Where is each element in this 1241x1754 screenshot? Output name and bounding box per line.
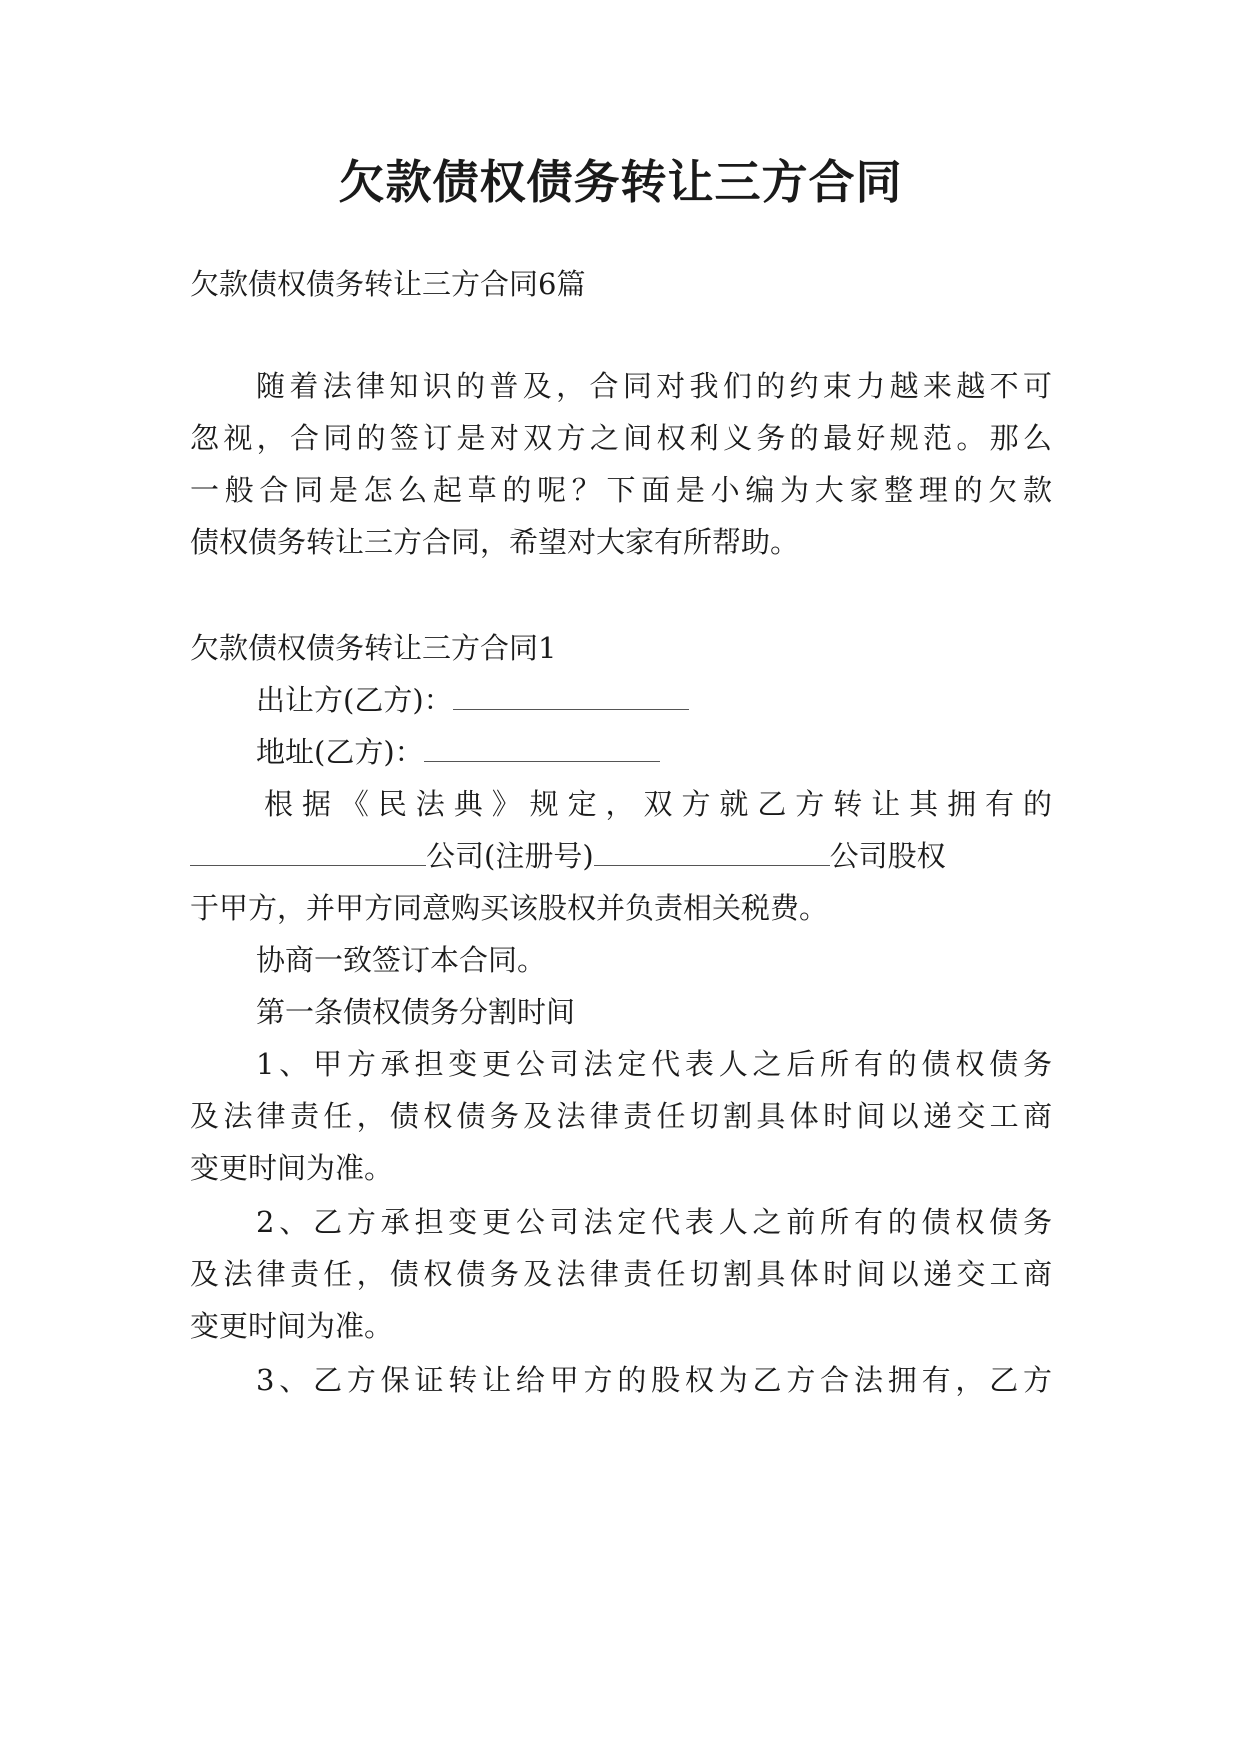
intro-line-3: 一般合同是怎么起草的呢？下面是小编为大家整理的欠款 — [190, 473, 1052, 507]
transferor-blank — [453, 683, 689, 710]
clause-1-line-2: 及法律责任，债权债务及法律责任切割具体时间以递交工商 — [190, 1099, 1052, 1133]
document-title: 欠款债权债务转让三方合同 — [338, 155, 903, 209]
address-row — [190, 732, 1052, 772]
intro-line-2: 忽视，合同的签订是对双方之间权利义务的最好规范。那么 — [190, 421, 1052, 455]
company-blank — [190, 839, 426, 866]
basis-line-2 — [190, 836, 1052, 876]
basis-line-3: 于甲方，并甲方同意购买该股权并负责相关税费。 — [190, 891, 829, 925]
transferor-label: 出让方(乙方)： — [256, 683, 453, 717]
clause-3-line-1: 3、乙方保证转让给甲方的股权为乙方合法拥有，乙方 — [256, 1363, 1052, 1397]
clause-1-line-1: 1、甲方承担变更公司法定代表人之后所有的债权债务 — [256, 1047, 1052, 1081]
basis-line-1: 根据《民法典》规定，双方就乙方转让其拥有的 — [264, 787, 1052, 821]
section-heading: 欠款债权债务转让三方合同1 — [190, 631, 557, 665]
clause-1-line-3: 变更时间为准。 — [190, 1151, 394, 1185]
agreement-line: 协商一致签订本合同。 — [256, 943, 547, 977]
intro-line-1: 随着法律知识的普及，合同对我们的约束力越来越不可 — [256, 369, 1052, 403]
intro-line-4: 债权债务转让三方合同，希望对大家有所帮助。 — [190, 525, 800, 559]
transferor-row — [190, 680, 1052, 720]
clause-2-line-2: 及法律责任，债权债务及法律责任切割具体时间以递交工商 — [190, 1257, 1052, 1291]
document-subtitle: 欠款债权债务转让三方合同6篇 — [190, 267, 586, 301]
article-1-heading: 第一条债权债务分割时间 — [256, 995, 576, 1029]
address-label: 地址(乙方)： — [256, 735, 424, 769]
clause-2-line-3: 变更时间为准。 — [190, 1309, 394, 1343]
basis-equity-label: 公司股权 — [829, 839, 946, 873]
registration-blank — [594, 839, 830, 866]
clause-2-line-1: 2、乙方承担变更公司法定代表人之前所有的债权债务 — [256, 1205, 1052, 1239]
basis-company-label: 公司(注册号) — [426, 839, 594, 873]
address-blank — [424, 735, 660, 762]
